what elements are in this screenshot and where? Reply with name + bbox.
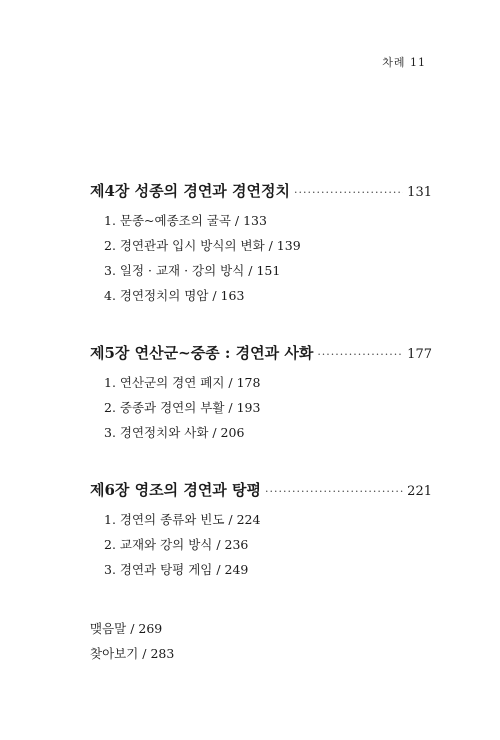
chapter-title: 제5장 연산군~중종 : 경연과 사화	[90, 344, 314, 362]
section-list	[90, 370, 432, 445]
chapter-5	[90, 342, 432, 445]
chapter-title: 제4장 성종의 경연과 경연정치	[90, 182, 290, 200]
section-list	[90, 208, 432, 308]
section-entry[interactable]: 2. 교재와 강의 방식 / 236	[104, 537, 249, 552]
section-entry[interactable]: 3. 경연정치와 사화 / 206	[104, 425, 245, 440]
section-entry[interactable]: 2. 중종과 경연의 부활 / 193	[104, 400, 261, 415]
section-entry[interactable]: 2. 경연관과 입시 방식의 변화 / 139	[104, 238, 301, 253]
section-entry[interactable]: 3. 일정 · 교재 · 강의 방식 / 151	[104, 263, 281, 278]
dot-leader	[317, 348, 403, 361]
chapter-heading[interactable]	[90, 180, 432, 202]
chapter-page-number: 131	[407, 185, 432, 200]
section-list	[90, 507, 432, 582]
table-of-contents	[90, 180, 432, 666]
chapter-heading[interactable]	[90, 342, 432, 364]
section-entry[interactable]: 1. 문종~예종조의 굴곡 / 133	[104, 213, 267, 228]
dot-leader	[265, 485, 403, 498]
section-entry[interactable]: 1. 연산군의 경연 폐지 / 178	[104, 375, 261, 390]
section-entry[interactable]: 4. 경연정치의 명암 / 163	[104, 288, 245, 303]
chapter-heading[interactable]	[90, 479, 432, 501]
backmatter-list	[90, 616, 432, 666]
chapter-6	[90, 479, 432, 582]
backmatter-entry[interactable]: 맺음말 / 269	[90, 621, 163, 636]
backmatter-entry[interactable]: 찾아보기 / 283	[90, 646, 175, 661]
dot-leader	[294, 186, 403, 199]
section-entry[interactable]: 1. 경연의 종류와 빈도 / 224	[104, 512, 261, 527]
chapter-4	[90, 180, 432, 308]
section-entry[interactable]: 3. 경연과 탕평 게임 / 249	[104, 562, 249, 577]
chapter-page-number: 221	[407, 484, 432, 499]
chapter-title: 제6장 영조의 경연과 탕평	[90, 481, 262, 499]
chapter-page-number: 177	[407, 347, 432, 362]
running-header: 차례 11	[382, 56, 426, 69]
